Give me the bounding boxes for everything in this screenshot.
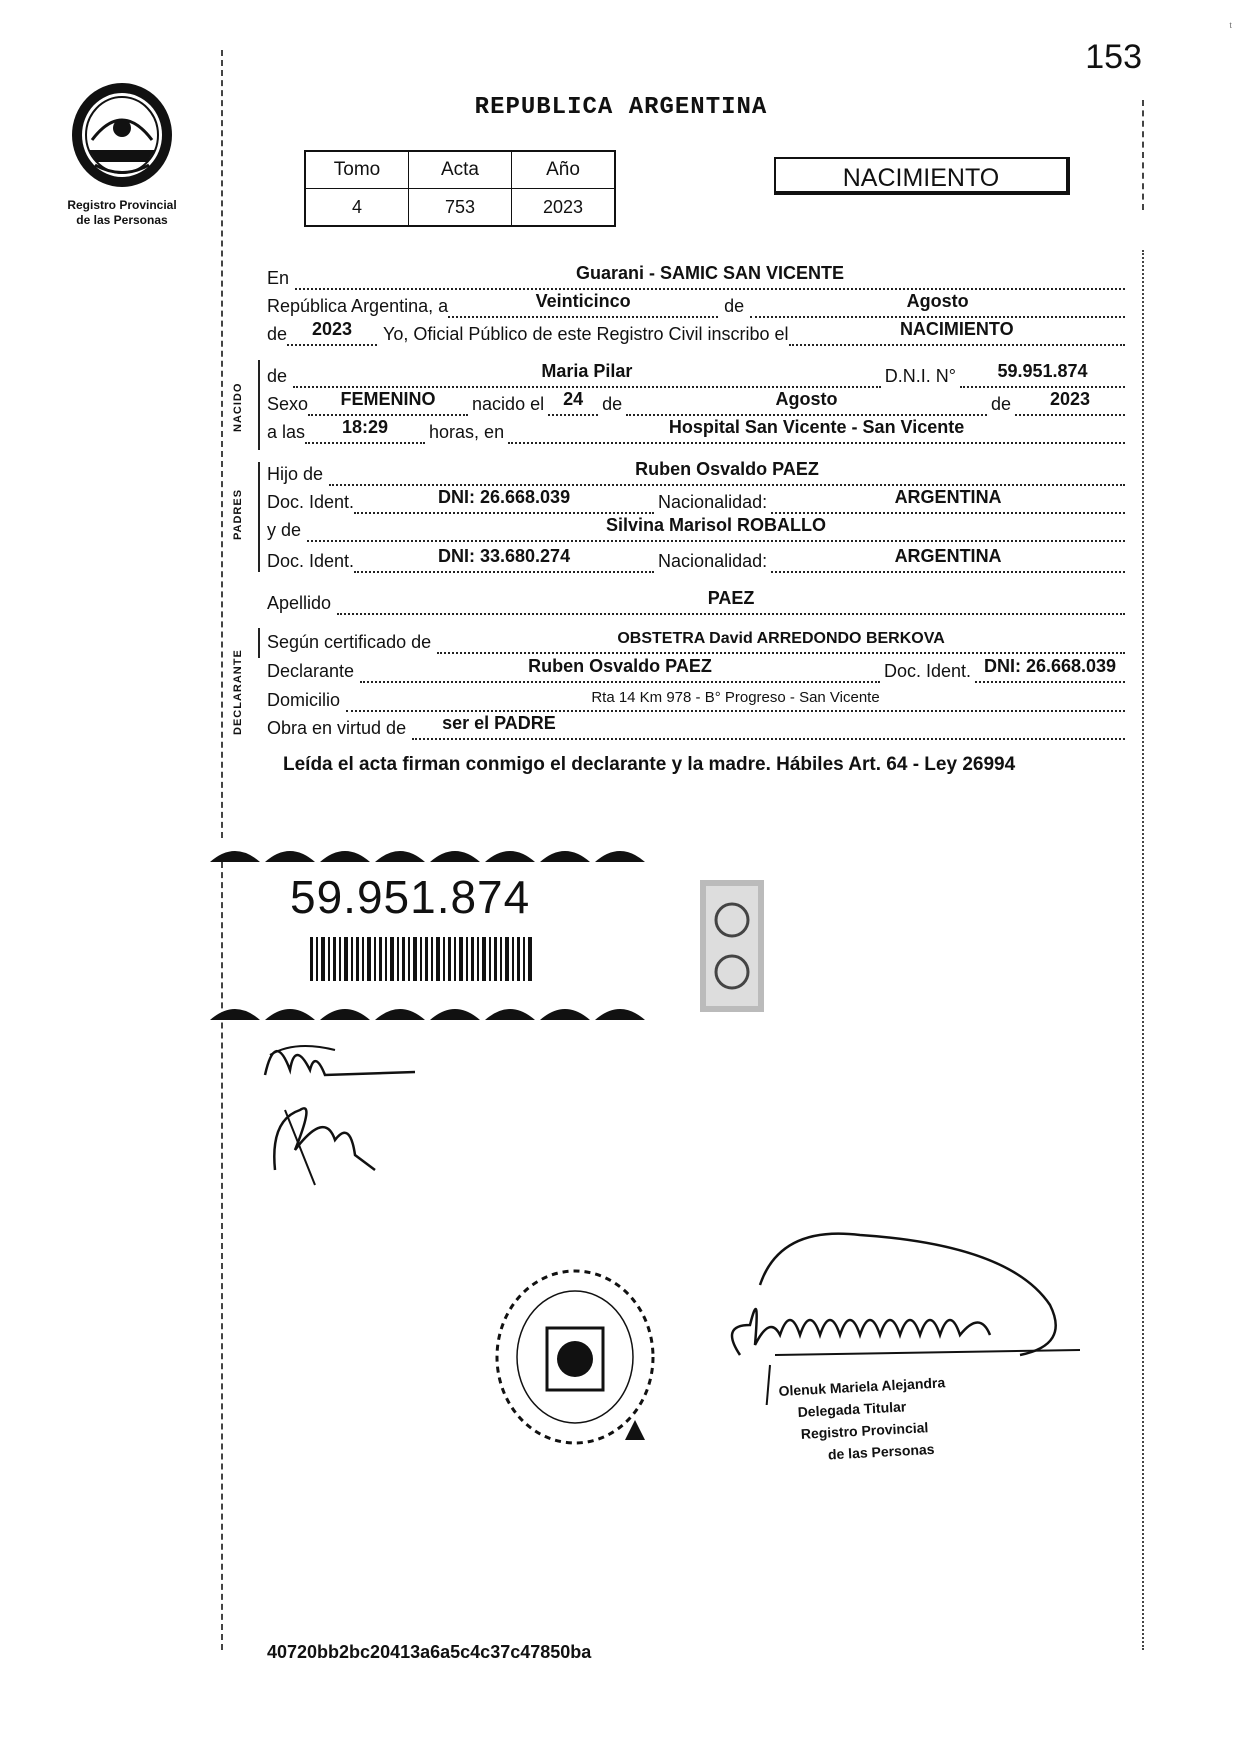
country-title: REPUBLICA ARGENTINA [474, 94, 768, 121]
label-nac-mother: Nacionalidad: [658, 551, 768, 571]
row-certificate [267, 626, 1125, 654]
year-value: 2023 [312, 319, 353, 339]
label-nacido-el: nacido el [472, 394, 545, 414]
row-date [267, 290, 1125, 318]
mother-nationality: ARGENTINA [894, 546, 1002, 566]
section-label-declarante: DECLARANTE [232, 649, 244, 735]
label-sexo: Sexo [267, 394, 309, 414]
row-time-place [267, 416, 1125, 444]
label-de-3: de [990, 394, 1011, 414]
section-bracket-padres [258, 462, 260, 572]
row-mother [267, 514, 1125, 542]
closing-statement: Leída el acta firman conmigo el declarante y la madre. Hábiles Art. 64 - Ley 26994 [283, 754, 1016, 775]
declarant-signature-icon [255, 1020, 425, 1190]
official-title: Delegada Titular [797, 1398, 907, 1421]
address-value: Rta 14 Km 978 - B° Progreso - San Vicente [591, 689, 880, 706]
page-number: 153 [1085, 38, 1142, 76]
section-label-padres: PADRES [232, 488, 244, 540]
label-apellido: Apellido [267, 593, 332, 613]
label-republic: República Argentina, a [267, 296, 449, 316]
birth-place: Hospital San Vicente - San Vicente [668, 417, 965, 437]
label-de-2: de [602, 394, 623, 414]
barcode-block [210, 842, 658, 1020]
birth-year: 2023 [1049, 389, 1091, 409]
col-tomo: Tomo [305, 151, 409, 189]
label-nac-father: Nacionalidad: [658, 492, 768, 512]
acta-value: 753 [409, 189, 512, 227]
section-bracket-declarante [258, 628, 260, 658]
mother-doc: DNI: 33.680.274 [438, 546, 571, 566]
official-stamp-icon [485, 1260, 665, 1455]
row-place [267, 262, 1125, 290]
row-mother-doc [267, 545, 1125, 573]
month-value: Agosto [906, 291, 969, 311]
label-y-de: y de [267, 520, 302, 540]
anio-value: 2023 [512, 189, 616, 227]
place-value: Guarani - SAMIC SAN VICENTE [576, 263, 845, 283]
registry-table [304, 150, 616, 227]
row-address [267, 684, 1125, 712]
birth-time: 18:29 [342, 417, 389, 437]
sexo-value: FEMENINO [340, 389, 436, 409]
scan-mark: ᵗ [1229, 20, 1232, 34]
act-word-value: NACIMIENTO [899, 319, 1014, 339]
col-anio: Año [512, 151, 616, 189]
official-office-1: Registro Provincial [800, 1419, 929, 1442]
label-a-las: a las [267, 422, 306, 442]
document-hash: 40720bb2bc20413a6a5c4c37c47850ba [267, 1642, 592, 1662]
row-birth [267, 388, 1125, 416]
mother-name: Silvina Marisol ROBALLO [605, 515, 827, 535]
row-father [267, 458, 1125, 486]
official-signature-block [778, 1371, 949, 1468]
statement-text: Yo, Oficial Público de este Registro Civil inscribo el [383, 324, 789, 344]
certificate-value: OBSTETRA David ARREDONDO BERKOVA [617, 630, 945, 647]
row-father-doc [267, 486, 1125, 514]
child-dni: 59.951.874 [997, 361, 1088, 381]
section-label-nacido: NACIDO [232, 382, 244, 432]
label-de: de [724, 296, 745, 316]
birth-day: 24 [563, 389, 584, 409]
logo-caption-1: Registro Provincial [67, 198, 177, 212]
hologram-seal-icon [700, 880, 764, 1012]
row-name [267, 360, 1125, 388]
father-name: Ruben Osvaldo PAEZ [635, 459, 819, 479]
label-doc-declarant: Doc. Ident. [883, 661, 971, 681]
row-declarant [267, 655, 1125, 683]
row-surname [267, 587, 1125, 615]
logo-caption-2: de las Personas [76, 213, 168, 227]
day-value: Veinticinco [535, 291, 631, 311]
official-name: Olenuk Mariela Alejandra [778, 1374, 946, 1399]
official-office-2: de las Personas [827, 1440, 935, 1463]
barcode-icon [310, 937, 532, 981]
col-acta: Acta [409, 151, 512, 189]
label-de-name: de [267, 366, 288, 386]
child-name: Maria Pilar [541, 361, 633, 381]
barcode-number: 59.951.874 [290, 871, 531, 923]
declarant-name: Ruben Osvaldo PAEZ [528, 656, 712, 676]
label-segun: Según certificado de [267, 632, 432, 652]
label-horas: horas, en [429, 422, 505, 442]
label-domicilio: Domicilio [267, 690, 341, 710]
act-type-box: NACIMIENTO [774, 157, 1070, 195]
birth-month: Agosto [775, 389, 838, 409]
label-obra: Obra en virtud de [267, 718, 407, 738]
label-doc-father: Doc. Ident. [267, 492, 355, 512]
row-statement [267, 318, 1125, 346]
tomo-value: 4 [305, 189, 409, 227]
right-margin-line-lower [1142, 250, 1144, 1650]
surname-value: PAEZ [707, 588, 755, 608]
label-de-year: de [267, 324, 288, 344]
label-dni: D.N.I. N° [884, 366, 956, 386]
label-doc-mother: Doc. Ident. [267, 551, 355, 571]
label-declarante: Declarante [267, 661, 355, 681]
row-reason [267, 712, 1125, 740]
father-nationality: ARGENTINA [894, 487, 1002, 507]
declarant-doc: DNI: 26.668.039 [983, 656, 1117, 676]
label-en: En [267, 268, 290, 288]
father-doc: DNI: 26.668.039 [438, 487, 571, 507]
label-hijo-de: Hijo de [267, 464, 324, 484]
reason-value: ser el PADRE [442, 713, 556, 733]
section-bracket-nacido [258, 360, 260, 450]
security-band-icon [210, 842, 658, 1020]
